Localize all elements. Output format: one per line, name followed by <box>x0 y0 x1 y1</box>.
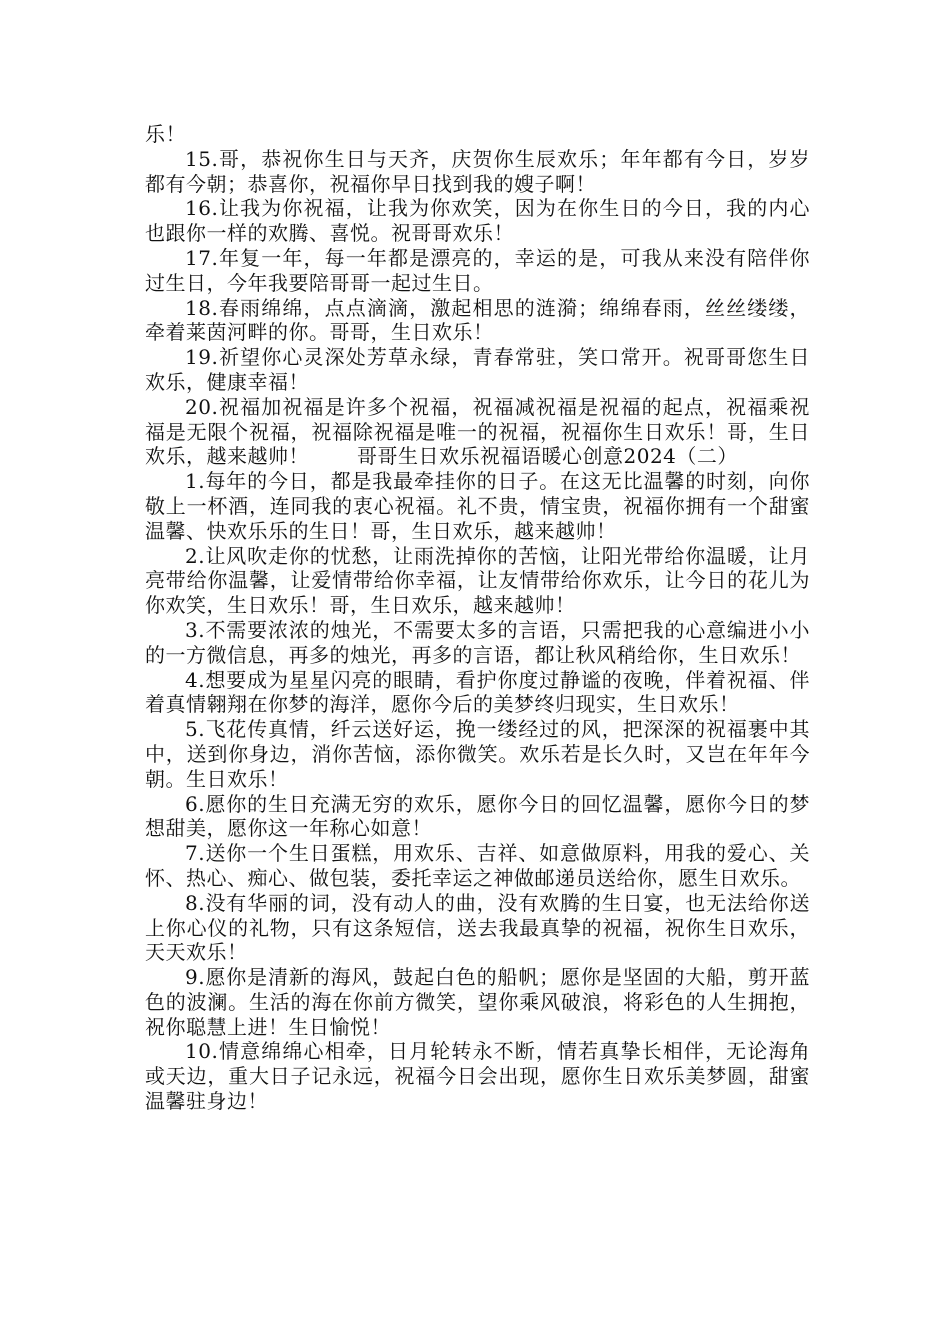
blessing-item-19: 19.祈望你心灵深处芳草永绿，青春常驻，笑口常开。祝哥哥您生日欢乐，健康幸福！ <box>145 345 810 394</box>
blessing-item-4: 4.想要成为星星闪亮的眼睛，看护你度过静谧的夜晚，伴着祝福、伴着真情翱翔在你梦的海洋，愿你今后的美梦终归现实，生日欢乐！ <box>145 667 810 717</box>
blessing-item-20-text: 20.祝福加祝福是许多个祝福，祝福减祝福是祝福的起点，祝福乘祝福是无限个祝福，祝福除祝福是唯一的祝福，祝福你生日欢乐！哥，生日欢乐，越来越帅！ <box>145 394 810 469</box>
blessing-item-5: 5.飞花传真情，纤云送好运，挽一缕经过的风，把深深的祝福裹中其中，送到你身边，消你苦恼，添你微笑。欢乐若是长久时，又岂在年年今朝。生日欢乐！ <box>145 717 810 791</box>
blessing-item-8: 8.没有华丽的词，没有动人的曲，没有欢腾的生日宴，也无法给你送上你心仪的礼物，只有这条短信，送去我最真挚的祝福，祝你生日欢乐，天天欢乐！ <box>145 890 810 965</box>
document-body <box>145 122 810 1114</box>
blessing-item-16: 16.让我为你祝福，让我为你欢笑，因为在你生日的今日，我的内心也跟你一样的欢腾、喜悦。祝哥哥欢乐！ <box>145 196 810 246</box>
blessing-item-3: 3.不需要浓浓的烛光，不需要太多的言语，只需把我的心意编进小小的一方微信息，再多的烛光，再多的言语，都让秋风稍给你，生日欢乐！ <box>145 617 810 667</box>
blessing-item-2: 2.让风吹走你的忧愁，让雨洗掉你的苦恼，让阳光带给你温暖，让月亮带给你温馨，让爱情带给你幸福，让友情带给你欢乐，让今日的花儿为你欢笑，生日欢乐！哥，生日欢乐，越来越帅！ <box>145 543 810 618</box>
blessing-item-7: 7.送你一个生日蛋糕，用欢乐、吉祥、如意做原料，用我的爱心、关怀、热心、痴心、做包装，委托幸运之神做邮递员送给你，愿生日欢乐。 <box>145 841 810 890</box>
blessing-item-6: 6.愿你的生日充满无穷的欢乐，愿你今日的回忆温馨，愿你今日的梦想甜美，愿你这一年称心如意！ <box>145 791 810 841</box>
section-title: 哥哥生日欢乐祝福语暖心创意2024（二） <box>357 444 738 469</box>
blessing-item-1: 1.每年的今日，都是我最牵挂你的日子。在这无比温馨的时刻，向你敬上一杯酒，连同我的衷心祝福。礼不贵，情宝贵，祝福你拥有一个甜蜜温馨、快欢乐乐的生日！哥，生日欢乐，越来越帅！ <box>145 469 810 543</box>
blessing-item-15: 15.哥，恭祝你生日与天齐，庆贺你生辰欢乐；年年都有今日，岁岁都有今朝；恭喜你，祝福你早日找到我的嫂子啊！ <box>145 146 810 196</box>
blessing-item-18: 18.春雨绵绵，点点滴滴，激起相思的涟漪；绵绵春雨，丝丝缕缕，牵着莱茵河畔的你。哥哥，生日欢乐！ <box>145 295 810 345</box>
blessing-item-10: 10.情意绵绵心相牵，日月轮转永不断，情若真挚长相伴，无论海角或天边，重大日子记永远，祝福今日会出现，愿你生日欢乐美梦圆，甜蜜温馨驻身边！ <box>145 1039 810 1114</box>
blessing-item-9: 9.愿你是清新的海风，鼓起白色的船帆；愿你是坚固的大船，剪开蓝色的波澜。生活的海在你前方微笑，望你乘风破浪，将彩色的人生拥抱，祝你聪慧上进！生日愉悦！ <box>145 965 810 1039</box>
blessing-item-17: 17.年复一年，每一年都是漂亮的，幸运的是，可我从来没有陪伴你过生日，今年我要陪哥哥一起过生日。 <box>145 245 810 295</box>
blessing-item-20 <box>145 395 810 469</box>
continuation-text: 乐！ <box>145 122 186 146</box>
